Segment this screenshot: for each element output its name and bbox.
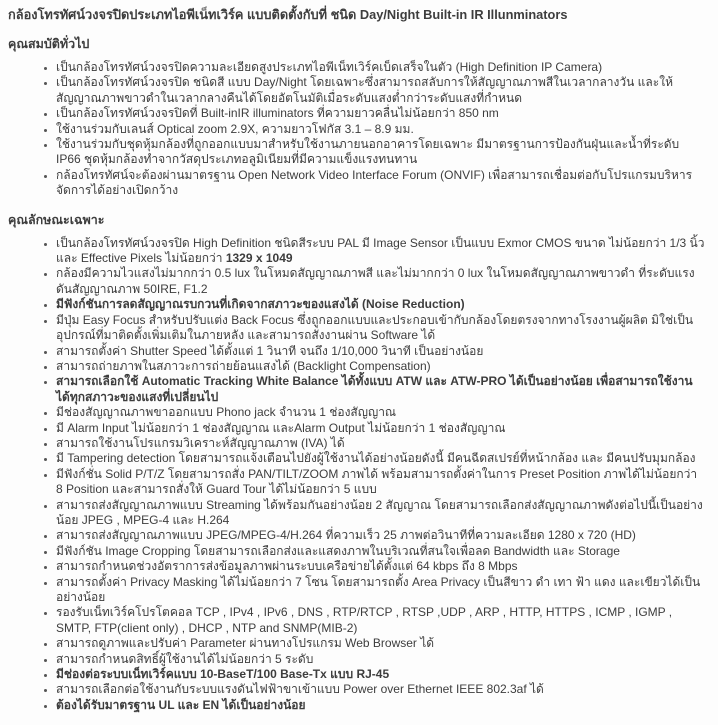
spec-item bbox=[56, 575, 706, 606]
spec-text-segment: ใช้งานร่วมกับชุดหุ้มกล้องที่ถูกออกแบบมาสำหรับใช้งานภายนอกอาคารโดยเฉพาะ มีมาตรฐานการป้องกันฝุ่นและน้ำที่ระดับ IP66 ชุดหุ้มกล้องทำจากวัสดุประเภทอลูมิเนียมที่มีความแข็งแรงทนทาน bbox=[56, 137, 680, 167]
spec-item bbox=[56, 405, 706, 420]
section-specific bbox=[8, 212, 710, 714]
spec-text-segment: สามารถใช้งานโปรแกรมวิเคราะห์สัญญาณภาพ (IVA) ได้ bbox=[56, 435, 345, 450]
spec-item bbox=[56, 168, 706, 199]
spec-item bbox=[56, 313, 706, 344]
spec-item bbox=[56, 636, 706, 651]
spec-text-segment: มี Alarm Input ไม่น้อยกว่า 1 ช่องสัญญาณ และAlarm Output ไม่น้อยกว่า 1 ช่องสัญญาณ bbox=[56, 420, 506, 435]
spec-item bbox=[56, 544, 706, 559]
document-title: กล้องโทรทัศน์วงจรปิดประเภทไอพีเน็ทเวิร์ค แบบติดตั้งกับที่ ชนิด Day/Night Built-in IR Illunminators bbox=[8, 7, 568, 22]
spec-list-specific bbox=[8, 236, 710, 714]
spec-item bbox=[56, 652, 706, 667]
spec-text-segment: ใช้งานร่วมกับเลนส์ Optical zoom 2.9X, ความยาวโฟกัส 3.1 – 8.9 มม. bbox=[56, 121, 414, 136]
spec-item bbox=[56, 75, 706, 106]
spec-item bbox=[56, 421, 706, 436]
spec-item bbox=[56, 498, 706, 529]
spec-item bbox=[56, 605, 706, 636]
spec-text-segment: เป็นกล้องโทรทัศน์วงจรปิด ชนิดสี แบบ Day/Night โดยเฉพาะซึ่งสามารถสลับการให้สัญญาณภาพสีในเวลากลางวัน และให้สัญญาณภาพขาวดำในเวลากลางคืนได้โดยอัตโนมัติเมื่อระดับแสงต่ำกว่าระดับแสงที่กำหนด bbox=[56, 75, 673, 105]
spec-text-segment: กล้องโทรทัศน์จะต้องผ่านมาตรฐาน Open Network Video Interface Forum (ONVIF) เพื่อสามารถเชื่อมต่อกับโปรแกรมบริหารจัดการได้อย่างเปิดกว้าง bbox=[56, 167, 693, 198]
spec-item bbox=[56, 451, 706, 466]
spec-item bbox=[56, 137, 706, 168]
spec-item bbox=[56, 682, 706, 697]
section-heading-general: คุณสมบัติทั่วไป bbox=[8, 37, 90, 51]
spec-item bbox=[56, 122, 706, 137]
spec-text-segment: ต้องได้รับมาตรฐาน UL และ EN ได้เป็นอย่างน้อย bbox=[56, 697, 306, 712]
spec-text-segment: สามารถกำหนดช่วงอัตราการส่งข้อมูลภาพผ่านระบบเครือข่ายได้ตั้งแต่ 64 kbps ถึง 8 Mbps bbox=[56, 559, 518, 574]
spec-item bbox=[56, 467, 706, 498]
spec-text-segment: สามารถกำหนดสิทธิ์ผู้ใช้งานได้ไม่น้อยกว่า 5 ระดับ bbox=[56, 651, 314, 666]
spec-item bbox=[56, 266, 706, 297]
spec-text-segment: รองรับเน็ทเวิร์คโปรโตคอล TCP , IPv4 , IPv6 , DNS , RTP/RTCP , RTSP ,UDP , ARP , HTTP, HTTPS , ICMP , IGMP , SMTP, FTP(client only) , DHCP , NTP and SNMP(MIB-2) bbox=[56, 605, 673, 635]
spec-text-segment: มีปุ่ม Easy Focus สำหรับปรับแต่ง Back Focus ซึ่งถูกออกแบบและประกอบเข้ากับกล้องโดยตรงจากทางโรงงานผู้ผลิต มิใช่เป็นอุปกรณ์ที่มาติดตั้งเพิ่มเติมในภายหลัง และสามารถสั่งงานผ่าน Software ได้ bbox=[56, 312, 694, 343]
spec-item bbox=[56, 236, 706, 267]
section-heading-specific: คุณลักษณะเฉพาะ bbox=[8, 212, 105, 227]
spec-text-segment: สามารถตั้งค่า Privacy Masking ได้ไม่น้อยกว่า 7 โซน โดยสามารถตั้ง Area Privacy เป็นสีขาว ดำ เทา ฟ้า แดง และเขียวได้เป็นอย่างน้อย bbox=[56, 574, 701, 604]
spec-text-segment: มี Tampering detection โดยสามารถแจ้งเตือนไปยังผู้ใช้งานได้อย่างน้อยดังนี้ มีคนฉีดสเปรย์ที่หน้ากล้อง และ มีคนปรับมุมกล้อง bbox=[56, 451, 696, 466]
section-general bbox=[8, 36, 710, 199]
spec-text-segment: สามารถเลือกต่อใช้งานกับระบบแรงดันไฟฟ้าขาเข้าแบบ Power over Ethernet IEEE 802.3af ได้ bbox=[56, 682, 544, 697]
spec-text-segment: มีช่องสัญญาณภาพขาออกแบบ Phono jack จำนวน 1 ช่องสัญญาณ bbox=[56, 405, 397, 420]
spec-text-segment: มีฟังก์ชั่น Solid P/T/Z โดยสามารถสั่ง PAN/TILT/ZOOM ภาพได้ พร้อมสามารถตั้งค่าในการ Preset Position ภาพได้ไม่น้อยกว่า 8 Position และสามารถสั่งให้ Guard Tour ได้ไม่น้อยกว่า 5 แบบ bbox=[56, 466, 698, 497]
spec-text-segment: สามารถตั้งค่า Shutter Speed ได้ตั้งแต่ 1 วินาที จนถึง 1/10,000 วินาที เป็นอย่างน้อย bbox=[56, 343, 484, 358]
spec-item bbox=[56, 359, 706, 374]
spec-item bbox=[56, 667, 706, 682]
spec-text-segment: สามารถส่งสัญญาณภาพแบบ Streaming ได้พร้อมกันอย่างน้อย 2 สัญญาณ โดยสามารถเลือกส่งสัญญาณภาพดังต่อไปนี้เป็นอย่างน้อย JPEG , MPEG-4 และ H.264 bbox=[56, 497, 703, 527]
spec-item bbox=[56, 374, 706, 405]
spec-text-segment: มีฟังก์ชัน Image Cropping โดยสามารถเลือกส่งและแสดงภาพในบริเวณที่สนใจเพื่อลด Bandwidth และ Storage bbox=[56, 543, 620, 558]
spec-list-general bbox=[8, 60, 710, 199]
spec-text-segment: มีช่องต่อระบบเน็ทเวิร์คแบบ 10-BaseT/100 Base-Tx แบบ RJ-45 bbox=[56, 667, 390, 682]
spec-item bbox=[56, 297, 706, 312]
spec-item bbox=[56, 698, 706, 713]
spec-item bbox=[56, 559, 706, 574]
spec-text-segment: กล้องมีความไวแสงไม่มากกว่า 0.5 lux ในโหมดสัญญาณภาพสี และไม่มากกว่า 0 lux ในโหมดสัญญาณภาพขาวดำ ที่ระดับแรงดันสัญญาณภาพ 50IRE, F1.2 bbox=[56, 266, 695, 296]
spec-item bbox=[56, 528, 706, 543]
spec-text-segment: เป็นกล้องโทรทัศน์วงจรปิดความละเอียดสูงประเภทไอพีเน็ทเวิร์คเบ็ดเสร็จในตัว (High Definition IP Camera) bbox=[56, 60, 603, 74]
spec-text-segment: เป็นกล้องโทรทัศน์วงจรปิดที่ Built-inIR illuminators ที่ความยาวคลื่นไม่น้อยกว่า 850 nm bbox=[56, 106, 499, 121]
spec-item bbox=[56, 60, 706, 75]
spec-text-segment: สามารถส่งสัญญาณภาพแบบ JPEG/MPEG-4/H.264 ที่ความเร็ว 25 ภาพต่อวินาทีที่ความละเอียด 1280 x 720 (HD) bbox=[56, 528, 636, 543]
spec-text-segment: สามารถดูภาพและปรับค่า Parameter ผ่านทางโปรแกรม Web Browser ได้ bbox=[56, 636, 435, 651]
spec-text-segment: สามารถถ่ายภาพในสภาวะการถ่ายย้อนแสงได้ (Backlight Compensation) bbox=[56, 358, 431, 373]
spec-item bbox=[56, 436, 706, 451]
spec-text-segment: เป็นกล้องโทรทัศน์วงจรปิด High Definition ชนิดสีระบบ PAL มี Image Sensor เป็นแบบ Exmor CMOS ขนาด ไม่น้อยกว่า 1/3 นิ้ว และ Effective Pixels ไม่น้อยกว่า bbox=[56, 235, 705, 266]
spec-text-segment: 1329 x 1049 bbox=[225, 251, 293, 266]
spec-text-segment: สามารถเลือกใช้ Automatic Tracking White Balance ได้ทั้งแบบ ATW และ ATW-PRO ได้เป็นอย่างน้อย เพื่อสามารถใช้งานได้ทุกสภาวะของแสงที่เปลี่ยนไป bbox=[56, 374, 693, 404]
spec-item bbox=[56, 106, 706, 121]
spec-item bbox=[56, 344, 706, 359]
spec-text-segment: มีฟังก์ชันการลดสัญญาณรบกวนที่เกิดจากสภาวะของแสงได้ (Noise Reduction) bbox=[56, 297, 465, 312]
